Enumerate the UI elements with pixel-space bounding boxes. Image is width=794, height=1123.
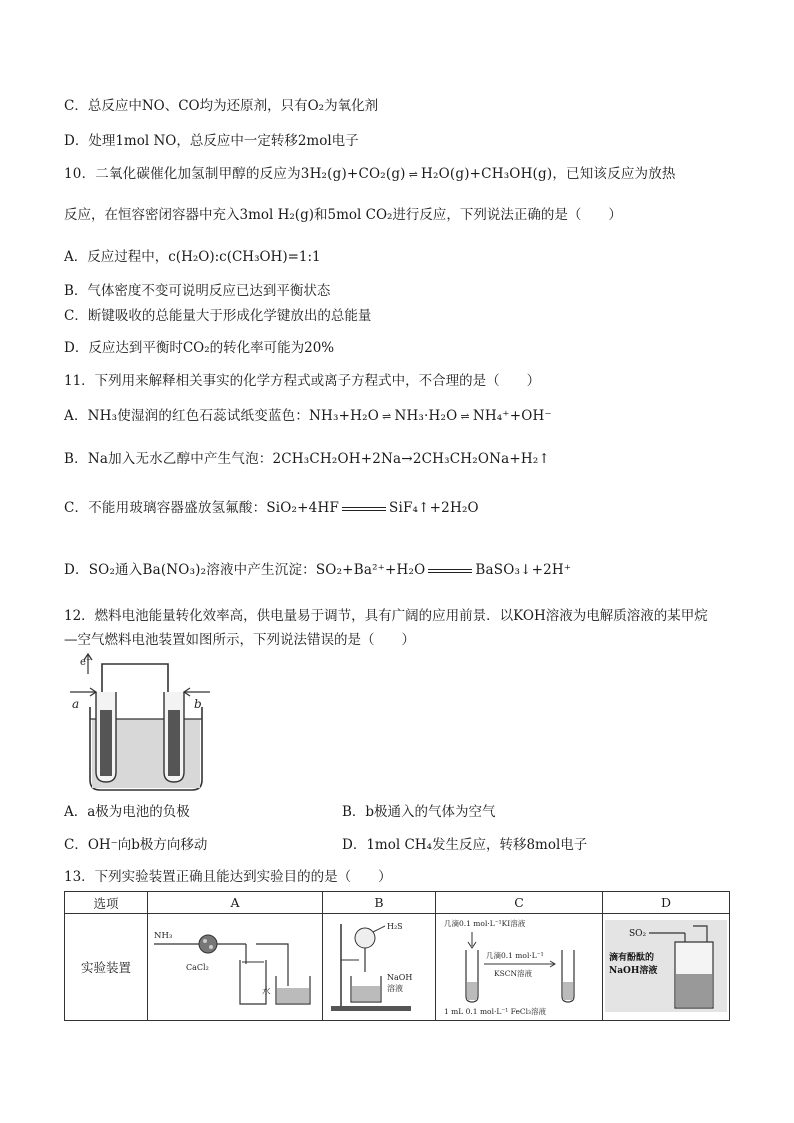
cell-c	[436, 914, 603, 1021]
naoh-label: NaOH	[387, 972, 413, 982]
q11-a-part1: A．NH₃使湿润的红色石蕊试纸变蓝色：NH₃+H₂O	[64, 408, 380, 424]
experiment-table	[64, 891, 730, 1021]
reversible-arrow-icon: ⇌	[460, 410, 470, 423]
cell-a	[148, 914, 323, 1021]
inlet-a-label: a	[72, 697, 80, 711]
q11-c-part2: SiF₄↑+2H₂O	[389, 500, 479, 516]
h2s-label: H₂S	[387, 921, 403, 931]
cacl2-label: CaCl₂	[186, 962, 209, 972]
q11-a-part3: NH₄⁺+OH⁻	[472, 408, 552, 424]
reversible-arrow-icon: ⇌	[382, 410, 392, 423]
equals-arrow-icon	[342, 507, 386, 511]
q11-c-part1: C．不能用玻璃容器盛放氢氟酸：SiO₂+4HF	[64, 500, 340, 516]
nh3-label: NH₃	[154, 930, 173, 941]
q10-stem-part2: H₂O(g)+CH₃OH(g)，已知该反应为放热	[421, 166, 676, 182]
fuel-cell-diagram	[62, 652, 222, 797]
row-label: 实验装置	[65, 914, 148, 1021]
q11-option-a	[64, 406, 552, 427]
header-b: B	[323, 892, 436, 914]
q11-a-part2: NH₃·H₂O	[394, 408, 458, 424]
kscn-label: KSCN溶液	[494, 968, 533, 978]
apparatus-b-diagram	[325, 916, 433, 1016]
ki-label: 几滴0.1 mol·L⁻¹KI溶液	[444, 918, 526, 928]
q12-stem-line1: 12．燃料电池能量转化效率高，供电量易于调节，具有广阔的应用前景．以KOH溶液为电解质溶液的某甲烷	[64, 608, 708, 624]
phenolphthalein-label: 滴有酚酞的	[609, 952, 655, 963]
q11-option-d	[64, 560, 571, 580]
q13-stem: 13．下列实验装置正确且能达到实验目的的是（ ）	[64, 869, 392, 885]
q11-d-part2: BaSO₃↓+2H⁺	[475, 562, 572, 578]
inlet-b-label: b	[194, 697, 202, 711]
q11-option-c	[64, 498, 479, 518]
naoh-solution-label: NaOH溶液	[609, 965, 658, 976]
q10-option-b: B．气体密度不变可说明反应已达到平衡状态	[64, 283, 331, 299]
q9-option-c: C．总反应中NO、CO均为还原剂，只有O₂为氧化剂	[64, 98, 379, 114]
q9-option-d: D．处理1mol NO，总反应中一定转移2mol电子	[64, 133, 359, 149]
equals-arrow-icon	[428, 569, 472, 573]
so2-label: SO₂	[629, 928, 647, 939]
q12-stem-line2: —空气燃料电池装置如图所示，下列说法错误的是（ ）	[64, 632, 415, 648]
header-option: 选项	[65, 892, 148, 914]
header-d: D	[603, 892, 730, 914]
q10-option-a: A．反应过程中，c(H₂O):c(CH₃OH)=1:1	[64, 249, 321, 265]
kscn-conc-label: 几滴0.1 mol·L⁻¹	[486, 950, 544, 960]
q11-d-part1: D．SO₂通入Ba(NO₃)₂溶液中产生沉淀：SO₂+Ba²⁺+H₂O	[64, 562, 426, 578]
q10-stem-part1: 10．二氧化碳催化加氢制甲醇的反应为3H₂(g)+CO₂(g)	[64, 166, 406, 182]
q12-option-c: C．OH⁻向b极方向移动	[64, 837, 208, 853]
apparatus-d-diagram	[603, 916, 729, 1016]
header-a: A	[148, 892, 323, 914]
q10-stem-line2: 反应，在恒容密闭容器中充入3mol H₂(g)和5mol CO₂进行反应，下列说法正确的是（ ）	[64, 207, 622, 223]
q10-option-d: D．反应达到平衡时CO₂的转化率可能为20%	[64, 340, 335, 356]
q11-option-b: B．Na加入无水乙醇中产生气泡：2CH₃CH₂OH+2Na→2CH₃CH₂ONa+H₂↑	[64, 451, 550, 467]
q10-option-c: C．断键吸收的总能量大于形成化学键放出的总能量	[64, 308, 372, 324]
q10-stem-line1	[64, 164, 676, 185]
apparatus-c-diagram	[438, 916, 600, 1016]
reversible-arrow-icon: ⇌	[408, 168, 419, 181]
cell-b	[323, 914, 436, 1021]
fecl3-label: 1 mL 0.1 mol·L⁻¹ FeCl₃溶液	[444, 1006, 547, 1016]
header-c: C	[436, 892, 603, 914]
water-label: 水	[262, 986, 271, 997]
q12-option-d: D．1mol CH₄发生反应，转移8mol电子	[342, 837, 588, 853]
q11-stem: 11．下列用来解释相关事实的化学方程式或离子方程式中，不合理的是（ ）	[64, 373, 541, 389]
q12-option-a: A．a极为电池的负极	[64, 804, 190, 820]
solution-label: 溶液	[387, 983, 403, 993]
cell-d	[603, 914, 730, 1021]
q12-option-b: B．b极通入的气体为空气	[342, 804, 496, 820]
apparatus-a-diagram	[150, 916, 320, 1016]
electron-label: e⁻	[80, 657, 92, 668]
